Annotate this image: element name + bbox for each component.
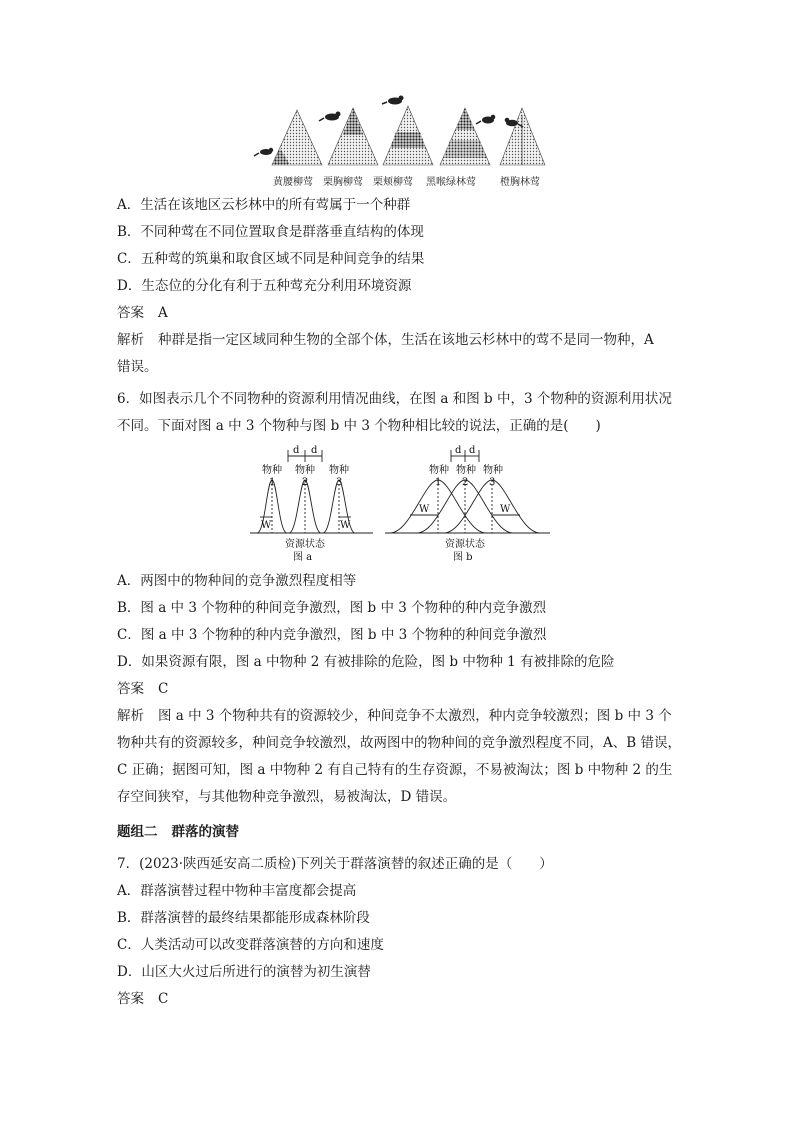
answer-label: 答案 xyxy=(117,991,144,1007)
analysis-label: 解析 xyxy=(117,332,144,348)
resource-curves xyxy=(245,440,555,570)
q6-stem-line1: 6．如图表示几个不同物种的资源利用情况曲线，在图 a 和图 b 中，3 个物种的资源利用状况 xyxy=(117,391,672,407)
q6-option-d: D．如果资源有限，图 a 中物种 2 有被排除的危险，图 b 中物种 1 有被排除的危险 xyxy=(117,654,615,670)
q7-stem: 7．(2023·陕西延安高二质检)下列关于群落演替的叙述正确的是（ ） xyxy=(117,856,553,872)
answer-value: A xyxy=(158,305,168,321)
q6-stem-line2: 不同。下面对图 a 中 3 个物种与图 b 中 3 个物种相比较的说法，正确的是( ) xyxy=(117,418,601,434)
fig-a-w-label-1: W xyxy=(261,520,272,531)
fig-b-w-label-1: W xyxy=(419,504,430,515)
warbler-label-4: 黑喉绿林莺 xyxy=(426,177,476,188)
fig-b-xlabel: 资源状态 xyxy=(445,539,485,550)
warbler-label-2: 栗胸柳莺 xyxy=(323,177,363,188)
answer-value: C xyxy=(158,991,169,1007)
warbler-label-3: 栗颊柳莺 xyxy=(373,177,413,188)
fig-b-species-label-3: 物种 xyxy=(483,465,503,476)
fig-a-species-num-3: 3 xyxy=(336,477,343,488)
answer-label: 答案 xyxy=(117,305,144,321)
q5-answer xyxy=(117,304,168,322)
q7-option-d: D．山区大火过后所进行的演替为初生演替 xyxy=(117,964,371,980)
fig-a-species-num-2: 2 xyxy=(302,477,309,488)
fig-a-xlabel: 资源状态 xyxy=(285,539,325,550)
fig-b-species-label-1: 物种 xyxy=(429,465,449,476)
fig-a-species-label-1: 物种 xyxy=(262,465,282,476)
answer-label: 答案 xyxy=(117,681,144,697)
analysis-label: 解析 xyxy=(117,708,144,724)
fig-b-species-num-1: 1 xyxy=(435,477,442,488)
section-label: 题组二 xyxy=(117,824,158,840)
spruce-trees-illustration xyxy=(250,90,550,170)
fig-a-d-label-2: d xyxy=(311,445,318,456)
q5-option-d: D．生态位的分化有利于五种莺充分利用环境资源 xyxy=(117,278,412,294)
fig-b-caption: 图 b xyxy=(453,552,473,563)
warbler-tree-figure xyxy=(250,90,550,170)
fig-a-d-label-1: d xyxy=(293,445,300,456)
analysis-text: 种群是指一定区域同种生物的全部个体，生活在该地云杉林中的莺不是同一物种，A xyxy=(158,332,654,348)
figure-b xyxy=(385,450,550,533)
section-title: 群落的演替 xyxy=(171,824,239,840)
q6-answer xyxy=(117,680,168,698)
fig-a-w-label-2: W xyxy=(340,520,351,531)
fig-b-species-num-2: 2 xyxy=(462,477,469,488)
fig-b-species-num-3: 3 xyxy=(489,477,496,488)
answer-value: C xyxy=(158,681,169,697)
fig-b-d-label-2: d xyxy=(469,445,476,456)
q7-option-b: B．群落演替的最终结果都能形成森林阶段 xyxy=(117,910,370,926)
fig-a-species-num-1: 1 xyxy=(269,477,276,488)
q6-analysis xyxy=(117,703,682,811)
resource-utilization-figure xyxy=(245,440,555,570)
fig-a-species-label-2: 物种 xyxy=(295,465,315,476)
section-heading xyxy=(117,823,239,841)
q5-analysis-line1 xyxy=(117,331,654,349)
q7-option-c: C．人类活动可以改变群落演替的方向和速度 xyxy=(117,937,384,953)
q7-answer xyxy=(117,990,168,1008)
analysis-text: 图 a 中 3 个物种共有的资源较少，种间竞争不太激烈，种内竞争较激烈；图 b 中 3 个物种共有的资源较多，种间竞争较激烈，故两图中的物种间的竞争激烈程度不同，A、B 错误，C 正确；据图可知，图 a 中物种 2 有自己特有的生存资源，不易被淘汰；图 b 中物种 2 的生存空间狭窄，与其他物种竞争激烈，易被淘汰，D 错误。 xyxy=(117,708,681,805)
q5-option-b: B．不同种莺在不同位置取食是群落垂直结构的体现 xyxy=(117,224,424,240)
q5-option-a: A．生活在该地区云杉林中的所有莺属于一个种群 xyxy=(117,197,411,213)
q5-option-c: C．五种莺的筑巢和取食区域不同是种间竞争的结果 xyxy=(117,251,425,267)
warbler-label-5: 橙胸林莺 xyxy=(500,177,540,188)
fig-a-species-label-3: 物种 xyxy=(329,465,349,476)
q6-option-a: A．两图中的物种间的竞争激烈程度相等 xyxy=(117,573,357,589)
q6-option-b: B．图 a 中 3 个物种的种间竞争激烈，图 b 中 3 个物种的种内竞争激烈 xyxy=(117,600,547,616)
fig-b-d-label-1: d xyxy=(455,445,462,456)
q7-option-a: A．群落演替过程中物种丰富度都会提高 xyxy=(117,883,357,899)
q5-analysis-line2: 错误。 xyxy=(117,359,158,375)
fig-a-caption: 图 a xyxy=(293,552,313,563)
warbler-label-1: 黄腰柳莺 xyxy=(273,177,313,188)
fig-b-species-label-2: 物种 xyxy=(456,465,476,476)
fig-b-w-label-2: W xyxy=(500,504,511,515)
q6-option-c: C．图 a 中 3 个物种的种内竞争激烈，图 b 中 3 个物种的种间竞争激烈 xyxy=(117,627,547,643)
